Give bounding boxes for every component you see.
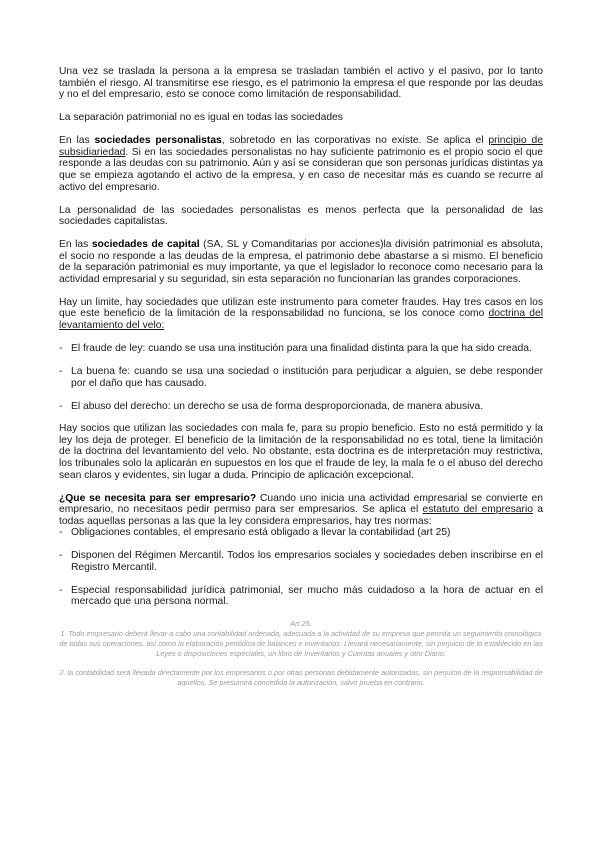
list-normas bbox=[59, 527, 543, 608]
dash-bullet: - bbox=[59, 550, 63, 562]
paragraph-limitacion-responsabilidad: Una vez se traslada la persona a la empresa se trasladan también el activo y el pasivo, por lo tanto también el riesgo. Al transmitirse ese riesgo, es el patrimonio la empresa el que responde por las deudas y no el del empresario, esto se conoce como limitación de responsabilidad. bbox=[59, 66, 543, 101]
list-item-text: Especial responsabilidad jurídica patrimonial, ser mucho más cuidadoso a la hora de actuar en el mercado que una persona normal. bbox=[71, 584, 543, 608]
paragraph-separacion-patrimonial: La separación patrimonial no es igual en todas las sociedades bbox=[59, 112, 343, 124]
list-item bbox=[59, 401, 543, 413]
paragraph-personalidad: La personalidad de las sociedades personalistas es menos perfecta que la personalidad de las sociedades capitalistas. bbox=[59, 204, 543, 228]
paragraph-mala-fe: Hay socios que utilizan las sociedades con mala fe, para su propio beneficio. Esto no está permitido y la ley los deja de proteger. El beneficio de la limitación de la responsabilidad no es total, tiene la limitación de la doctrina del levantamiento del velo. No obstante, esta doctrina es de interpretación muy restrictiva, los tribunales solo la aplicarán en supuestos en los que el fraude de ley, la mala fe o el abuso del derecho sean claros y evidentes, sin lugar a duda. Principio de aplicación excepcional. bbox=[59, 423, 543, 481]
list-item-text: Obligaciones contables, el empresario está obligado a llevar la contabilidad (art 25) bbox=[71, 527, 451, 539]
dash-bullet: - bbox=[59, 366, 63, 378]
link-principio-subsidiariedad[interactable]: principio de subsidiariedad bbox=[59, 135, 543, 158]
text-run: Cuando uno inicia una actividad empresarial se convierte en empresario, no necesitaos pedir permiso para ser empresarios. Se aplica el bbox=[59, 492, 543, 516]
article-item-2: 2. la contabilidad será llevada directamente por los empresarios o por otras personas debidamente autorizadas, sin perjuicio de la responsabilidad de aquellos. Se presumirá concedida la autorización, salvo prueba en contrario. bbox=[59, 668, 543, 688]
list-item bbox=[59, 585, 543, 608]
text-run: (SA, SL y Comanditarias por acciones)la división patrimonial es absoluta, el socio no responde a las deudas de la empresa, el patrimonio debe abastarse a si mismo. El beneficio de la separación patrimonial es muy importante, ya que el legislador lo reconoce como necesario para la actividad empresarial y su seguridad, sin esta separación no funcionarían las grandes corporaciones. bbox=[59, 239, 544, 285]
list-item bbox=[59, 527, 543, 539]
text-run: . Si en las sociedades personalistas no hay suficiente patrimonio es el propio socio el que responde a las deudas con su patrimonio. Aún y así se consideran que son personas jurídicas distintas ya que se empieza agotando el activo de la empresa, y en caso de necesitar más es cuando se recurre al activo del empresario. bbox=[59, 146, 543, 193]
dash-bullet: - bbox=[59, 527, 63, 539]
paragraph-levantamiento-velo bbox=[59, 297, 543, 332]
article-item-1: 1. Todo empresario deberá llevar a cabo una contabilidad ordenada, adecuada a la actividad de su empresa que permita un seguimiento cronológico de todas sus operaciones, así como la elaboración periódica de balances e inventarios. Llevará necesariamente, sin perjuicio de lo establecido en las Leyes o disposiciones especiales, un libro de Inventarios y Cuentas anuales y otro Diario. bbox=[59, 629, 543, 659]
article-25-quote bbox=[59, 619, 543, 688]
list-item bbox=[59, 343, 543, 355]
text-run: En las bbox=[59, 135, 95, 147]
article-title: Art 25. bbox=[290, 619, 312, 629]
bold-term-sociedades-capital: sociedades de capital bbox=[91, 239, 200, 251]
text-run: En las bbox=[59, 239, 92, 251]
list-item-text: Disponen del Régimen Mercantil. Todos los empresarios sociales y sociedades deben inscribirse en el Registro Mercantil. bbox=[71, 550, 543, 573]
paragraph-sociedades-personalistas bbox=[59, 135, 543, 193]
bold-term-sociedades-personalistas: sociedades personalistas bbox=[94, 135, 222, 147]
bold-question-empresario: ¿Que se necesita para ser empresario? bbox=[59, 492, 257, 504]
paragraph-ser-empresario bbox=[59, 493, 543, 528]
link-doctrina-levantamiento-velo[interactable]: doctrina del levantamiento del velo: bbox=[59, 308, 544, 332]
text-run: , sobretodo en las corporativas no existe. Se aplica el bbox=[221, 135, 489, 147]
dash-bullet: - bbox=[59, 584, 63, 596]
list-item bbox=[59, 550, 543, 573]
list-item-text: El abuso del derecho: un derecho se usa de forma desproporcionada, de manera abusiva. bbox=[71, 400, 484, 412]
list-item bbox=[59, 366, 543, 389]
dash-bullet: - bbox=[59, 400, 63, 412]
text-run: Hay un limite, hay sociedades que utilizan este instrumento para cometer fraudes. Hay tres casos en los que este beneficio de la limitación de la responsabilidad no funciona, se los conoce como bbox=[59, 296, 543, 320]
list-item-text: La buena fe: cuando se usa una sociedad o institución para perjudicar a alguien, se debe responder por el daño que has causado. bbox=[71, 366, 543, 389]
dash-bullet: - bbox=[59, 343, 63, 355]
list-item-text: El fraude de ley: cuando se usa una institución para una finalidad distinta para la que ha sido creada. bbox=[71, 343, 532, 355]
link-estatuto-empresario[interactable]: estatuto del empresario bbox=[422, 504, 533, 516]
paragraph-sociedades-capital bbox=[59, 239, 543, 285]
text-run: a todas aquellas personas a las que la ley considera empresarios, hay tres normas: bbox=[59, 504, 543, 527]
list-casos-velo bbox=[59, 343, 543, 412]
